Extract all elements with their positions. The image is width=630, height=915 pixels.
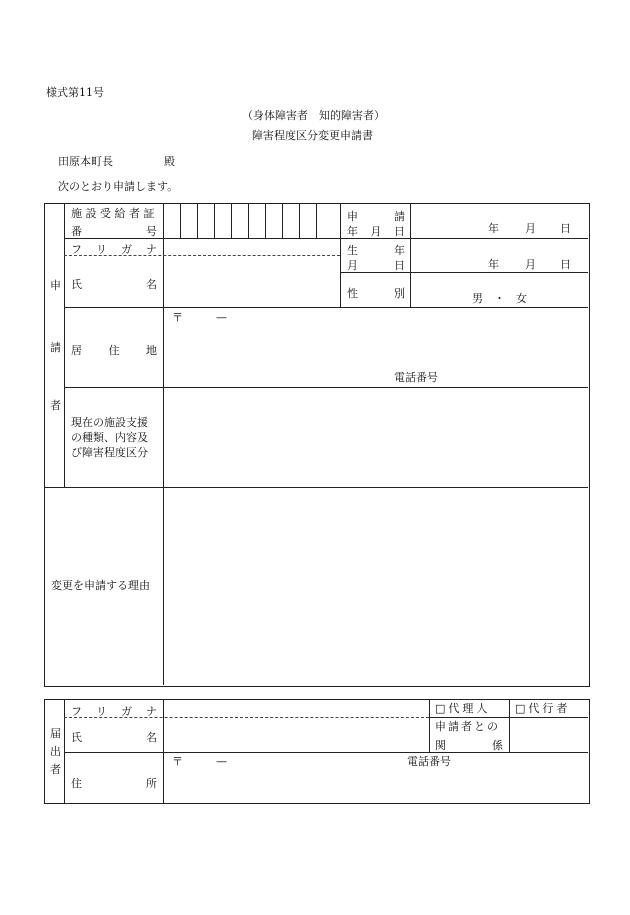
cert-label-line2 — [71, 223, 157, 239]
cert-label-char-2: 号 — [146, 225, 157, 238]
support-label-line3: び障害程度区分 — [71, 446, 148, 459]
notifier-name-label: 氏 名 — [71, 731, 157, 744]
cert-label-char-1: 番 — [71, 225, 82, 238]
notifier-postal-mark: 〒 — [172, 755, 183, 768]
notifier-label-1: 届 — [50, 727, 61, 740]
notifier-furigana-input[interactable] — [164, 700, 429, 717]
postal-mark: 〒 — [172, 311, 183, 324]
notifier-name-input[interactable] — [164, 718, 429, 752]
applicant-label-1: 申 — [50, 279, 61, 292]
cert-label-line1: 施設受給者証 — [71, 207, 158, 220]
notifier-address-label: 住 所 — [71, 777, 157, 790]
name-input[interactable] — [164, 256, 340, 307]
date-label-line1: 申 請 — [347, 210, 405, 223]
support-label-line1: 現在の施設支援 — [71, 416, 148, 429]
applicant-label-2: 請 — [50, 341, 61, 354]
notifier-furigana-label: フ リ ガ ナ — [71, 705, 157, 718]
date-label-line2: 年 月 日 — [347, 225, 405, 238]
residence-input[interactable] — [164, 308, 588, 387]
notifier-label-3: 者 — [50, 763, 61, 776]
proxy-checkbox[interactable]: □代行者 — [515, 702, 571, 715]
support-input[interactable] — [164, 388, 588, 487]
intro-text: 次のとおり申請します。 — [58, 180, 179, 193]
name-label: 氏 名 — [71, 278, 157, 291]
support-label-line2: の種類、内容及 — [71, 431, 148, 444]
birth-label-line2: 月 日 — [347, 259, 405, 272]
phone-label: 電話番号 — [394, 371, 438, 384]
relation-input[interactable] — [510, 718, 588, 752]
notifier-label-2: 出 — [50, 745, 61, 758]
applicant-label-3: 者 — [50, 399, 61, 412]
furigana-label: フ リ ガ ナ — [71, 243, 157, 256]
notifier-postal-dash: — — [216, 755, 227, 768]
reason-label: 変更を申請する理由 — [51, 579, 150, 592]
relation-label-line1: 申請者との — [435, 720, 500, 733]
addressee: 田原本町長 — [58, 155, 113, 168]
agent-checkbox[interactable]: □代理人 — [435, 702, 491, 715]
cert-number-boxes[interactable] — [164, 204, 340, 238]
form-subtitle: （身体障害者 知的障害者） — [242, 109, 385, 122]
honorific: 殿 — [164, 155, 175, 168]
form-title: 障害程度区分変更申請書 — [252, 129, 373, 142]
sex-options[interactable]: 男 ・ 女 — [472, 292, 527, 305]
form-number: 様式第11号 — [46, 86, 104, 99]
reason-input[interactable] — [164, 488, 588, 685]
relation-label-line2: 関 係 — [435, 739, 503, 752]
residence-label: 居 住 地 — [71, 344, 157, 357]
postal-dash: — — [216, 311, 227, 324]
sex-label: 性 別 — [347, 287, 405, 300]
notifier-phone-label: 電話番号 — [407, 755, 451, 768]
notifier-address-input[interactable] — [164, 753, 588, 802]
furigana-input[interactable] — [164, 239, 340, 255]
birth-label-line1: 生 年 — [347, 244, 405, 257]
